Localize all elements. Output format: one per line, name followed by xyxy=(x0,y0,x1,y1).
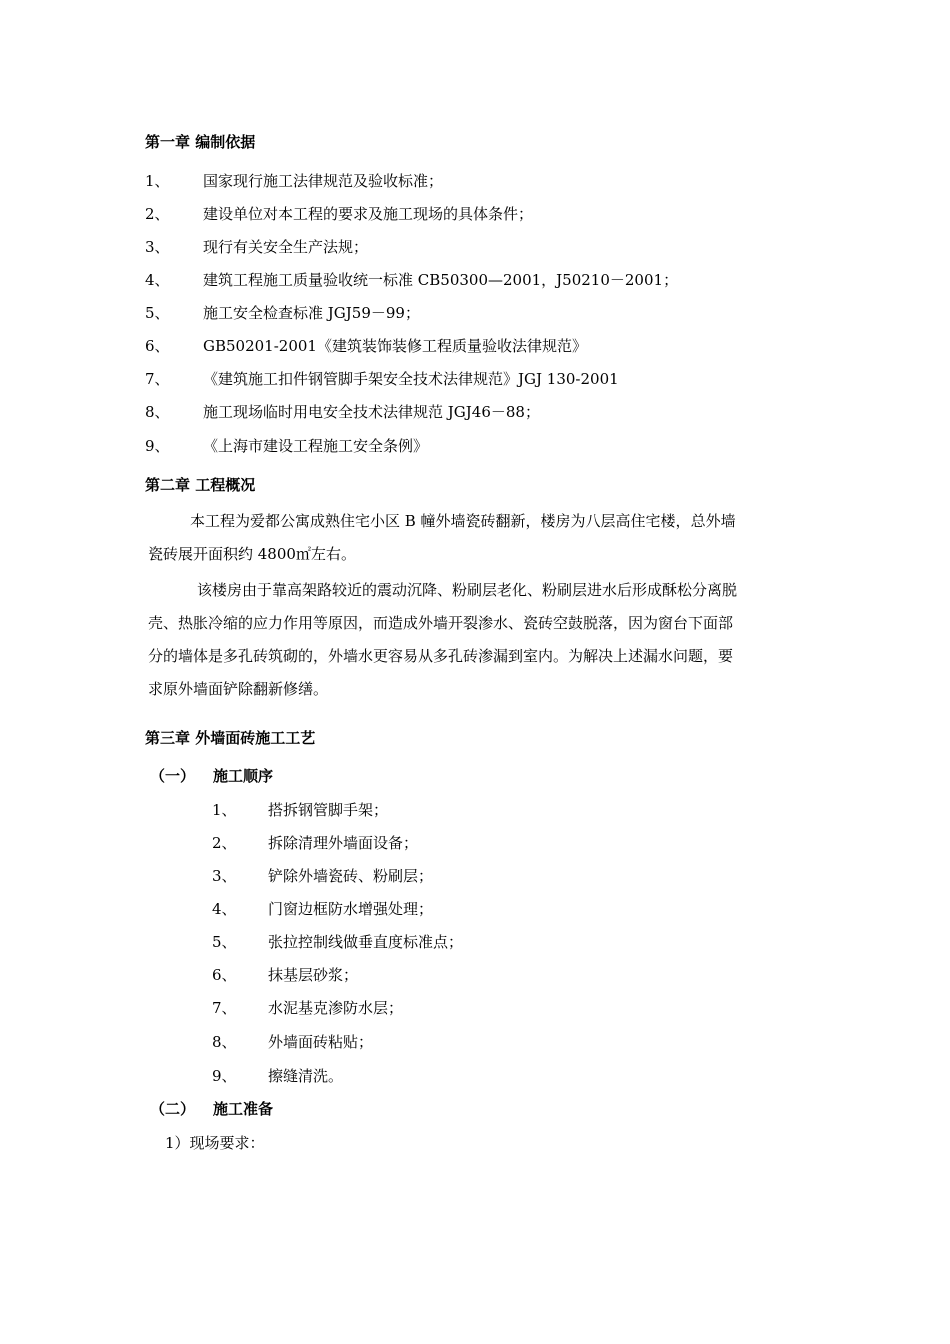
list-item-number: 8、 xyxy=(212,1033,237,1051)
list-item-number: 7、 xyxy=(212,999,237,1017)
list-item-number: 5、 xyxy=(145,304,170,322)
chapter-3-title: 第三章 外墙面砖施工工艺 xyxy=(145,729,316,747)
list-item-number: 3、 xyxy=(145,238,170,256)
list-item-number: 9、 xyxy=(212,1067,237,1085)
list-item-number: 4、 xyxy=(212,900,237,918)
chapter-1-title: 第一章 编制依据 xyxy=(145,133,256,151)
list-item-number: 9、 xyxy=(145,437,170,455)
list-item-number: 3、 xyxy=(212,867,237,885)
overview-paragraph-2 xyxy=(148,574,818,706)
paragraph-line: 分的墙体是多孔砖筑砌的，外墙水更容易从多孔砖渗漏到室内。为解决上述漏水问题，要 xyxy=(148,647,734,665)
list-item-number: 6、 xyxy=(145,337,170,355)
list-item-text: 水泥基克渗防水层； xyxy=(268,999,404,1017)
paragraph-line: 求原外墙面铲除翻新修缮。 xyxy=(148,680,329,698)
list-item-text: 抹基层砂浆； xyxy=(268,966,359,984)
list-item-text: 张拉控制线做垂直度标准点； xyxy=(268,933,464,951)
list-item-number: 7、 xyxy=(145,370,170,388)
list-item-text: 建筑工程施工质量验收统一标准 CB50300—2001，J50210－2001； xyxy=(203,271,679,289)
paragraph-line: 本工程为爱都公寓成熟住宅小区 B 幢外墙瓷砖翻新，楼房为八层高住宅楼，总外墙 xyxy=(190,512,736,530)
list-item-text: 建设单位对本工程的要求及施工现场的具体条件； xyxy=(203,205,534,223)
list-item-text: 国家现行施工法律规范及验收标准； xyxy=(203,172,444,190)
list-item-text: 外墙面砖粘贴； xyxy=(268,1033,374,1051)
section-2-title: 施工准备 xyxy=(213,1100,274,1118)
list-item-text: 擦缝清洗。 xyxy=(268,1067,344,1085)
list-item-text: 现行有关安全生产法规； xyxy=(203,238,369,256)
site-requirements-heading: 1）现场要求： xyxy=(165,1134,265,1152)
list-item-text: 铲除外墙瓷砖、粉刷层； xyxy=(268,867,434,885)
overview-paragraph-1 xyxy=(148,505,818,571)
list-item-number: 1、 xyxy=(212,801,237,819)
section-1-title: 施工顺序 xyxy=(213,767,274,785)
paragraph-line: 该楼房由于靠高架路较近的震动沉降、粉刷层老化、粉刷层进水后形成酥松分离脱 xyxy=(197,581,738,599)
list-item-number: 6、 xyxy=(212,966,237,984)
list-item-text: 《建筑施工扣件钢管脚手架安全技术法律规范》JGJ 130-2001 xyxy=(203,370,619,388)
list-item-number: 8、 xyxy=(145,403,170,421)
list-item-number: 2、 xyxy=(212,834,237,852)
section-1-label: （一） xyxy=(150,767,196,785)
list-item-text: 门窗边框防水增强处理； xyxy=(268,900,434,918)
list-item-text: 拆除清理外墙面设备； xyxy=(268,834,419,852)
list-item-number: 1、 xyxy=(145,172,170,190)
list-item-text: 施工现场临时用电安全技术法律规范 JGJ46－88； xyxy=(203,403,540,421)
list-item-text: 《上海市建设工程施工安全条例》 xyxy=(203,437,429,455)
paragraph-line: 瓷砖展开面积约 4800㎡左右。 xyxy=(148,545,356,563)
list-item-text: 施工安全检查标准 JGJ59－99； xyxy=(203,304,420,322)
list-item-number: 5、 xyxy=(212,933,237,951)
paragraph-line: 壳、热胀冷缩的应力作用等原因，而造成外墙开裂渗水、瓷砖空鼓脱落，因为窗台下面部 xyxy=(148,614,734,632)
chapter-2-title: 第二章 工程概况 xyxy=(145,476,256,494)
list-item-text: GB50201-2001《建筑装饰装修工程质量验收法律规范》 xyxy=(203,337,587,355)
list-item-number: 2、 xyxy=(145,205,170,223)
list-item-number: 4、 xyxy=(145,271,170,289)
section-2-label: （二） xyxy=(150,1100,196,1118)
list-item-text: 搭拆钢管脚手架； xyxy=(268,801,389,819)
